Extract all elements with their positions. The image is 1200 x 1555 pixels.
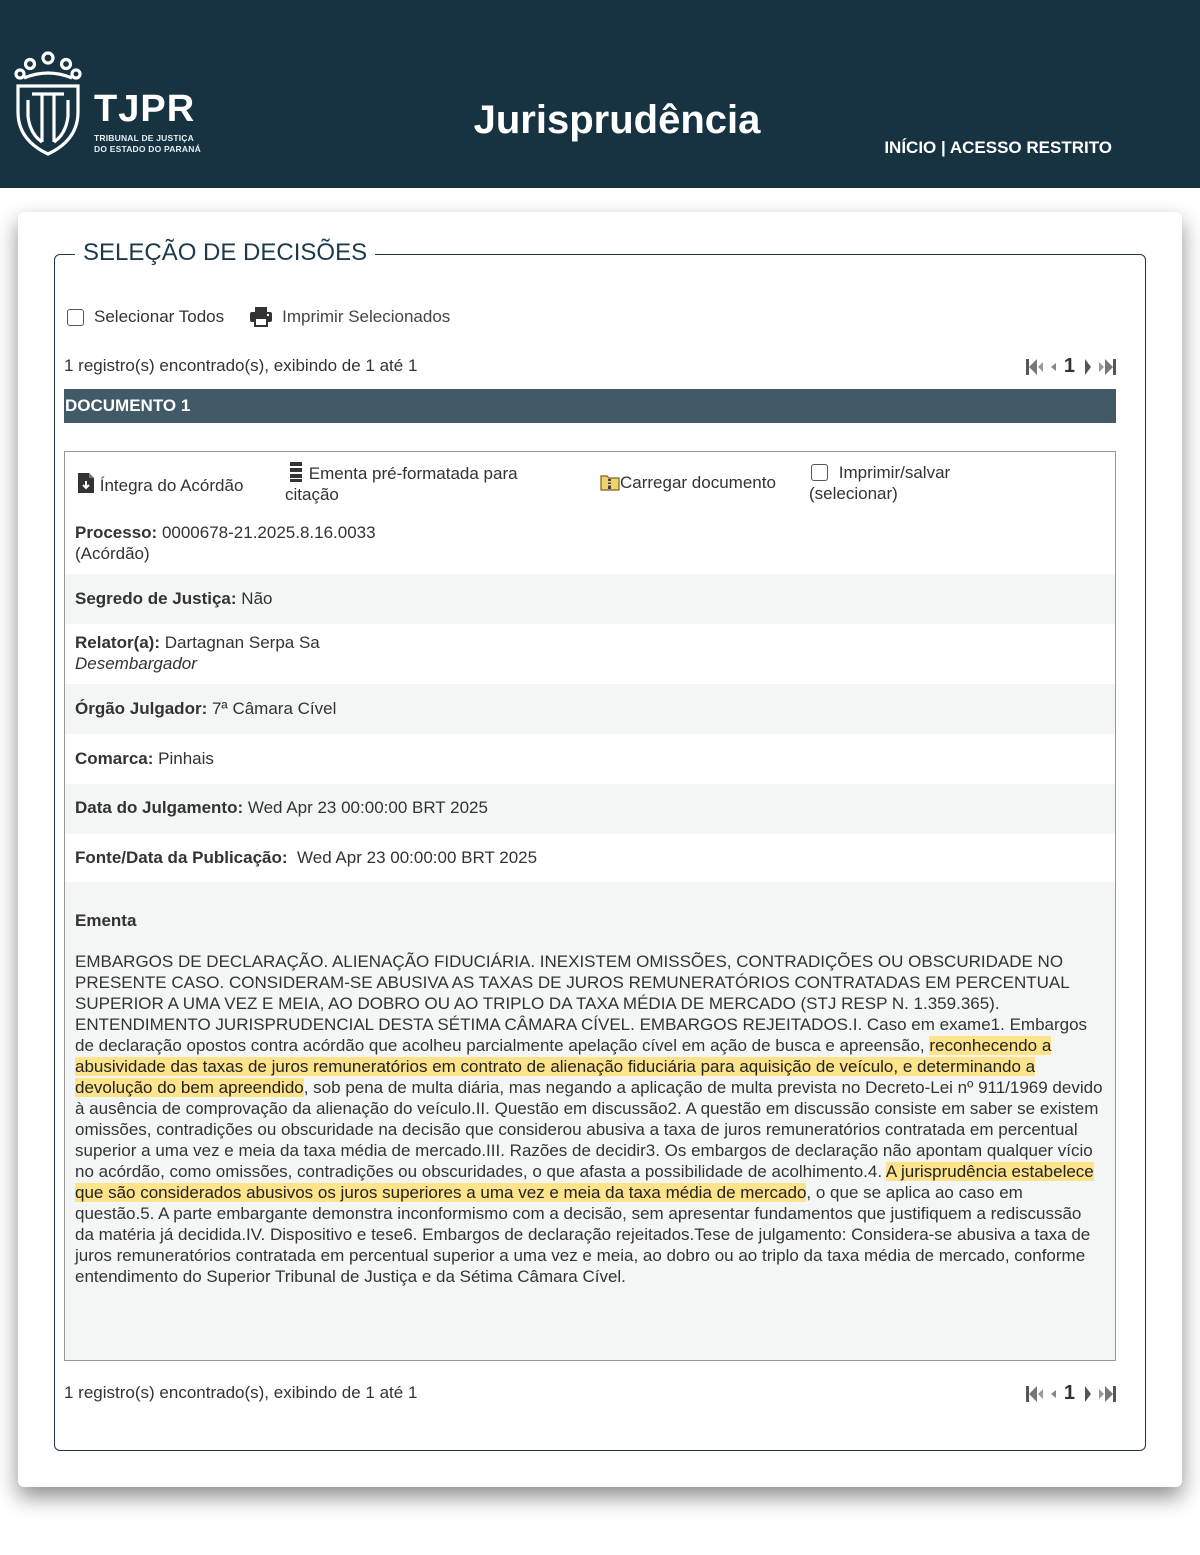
imprimir-salvar-option[interactable]	[809, 462, 950, 504]
select-all-checkbox[interactable]	[67, 309, 84, 326]
orgao-label: Órgão Julgador:	[75, 699, 208, 718]
current-page-number[interactable]: 1	[1063, 355, 1075, 377]
selection-legend: SELEÇÃO DE DECISÕES	[75, 239, 375, 267]
ementa-preformatada-label: Ementa pré-formatada para	[308, 464, 518, 483]
selection-fieldset	[54, 239, 1146, 1451]
header-nav	[884, 138, 1112, 158]
imprimir-salvar-label: Imprimir/salvar	[838, 463, 951, 482]
results-count-top: 1 registro(s) encontrado(s), exibindo de 1 até 1	[64, 356, 418, 375]
first-page-icon[interactable]	[1025, 1384, 1045, 1404]
last-page-icon[interactable]	[1097, 357, 1117, 377]
document-actions	[65, 452, 1115, 512]
relator-label: Relator(a):	[75, 633, 161, 652]
results-count-bottom: 1 registro(s) encontrado(s), exibindo de 1 até 1	[64, 1383, 418, 1402]
pager-bottom	[1025, 1382, 1117, 1405]
segredo-label: Segredo de Justiça:	[75, 589, 237, 608]
site-header	[0, 0, 1200, 188]
ementa-text-part2: , sob pena de multa diária, mas negando a aplicação de multa prevista no Decreto-Lei nº 911/1969 devido à ausência de comprovação da alienação do veículo.II. Questão em discussão2. A questão em discussão consiste em saber se existem omissões, contradições ou obscuridade na decisão que considerou abusiva a taxa de juros remuneratórios contratada em percentual superior a uma vez e meia da taxa média de mercado.III. Razões de decidir3. Os embargos de declaração não apontam qualquer vício no acórdão, como omissões, contradições ou obscuridades, o que afasta a possibilidade de acolhimento.4.	[75, 1078, 1103, 1181]
text-lines-icon	[288, 462, 304, 482]
ementa-heading: Ementa	[75, 911, 137, 930]
first-page-icon[interactable]	[1025, 357, 1045, 377]
print-selected-button[interactable]	[250, 307, 450, 327]
select-all-label[interactable]: Selecionar Todos	[94, 307, 225, 326]
ementa-preformatada-link[interactable]	[285, 462, 575, 505]
fonte-publicacao-label: Fonte/Data da Publicação:	[75, 848, 288, 867]
imprimir-salvar-label-2: (selecionar)	[809, 484, 898, 503]
ementa-preformatada-label-2: citação	[285, 485, 339, 504]
prev-page-icon[interactable]	[1048, 357, 1058, 377]
next-page-icon[interactable]	[1083, 357, 1093, 377]
selection-toolbar	[67, 307, 450, 327]
logo-brand-text: TJPR	[94, 88, 196, 130]
data-julgamento-value: Wed Apr 23 00:00:00 BRT 2025	[247, 798, 488, 817]
integra-acordao-label: Íntegra do Acórdão	[99, 476, 244, 495]
processo-type: (Acórdão)	[75, 544, 150, 563]
printer-icon	[250, 307, 272, 327]
logo-subtitle-line2: DO ESTADO DO PARANÁ	[94, 144, 201, 154]
integra-acordao-link[interactable]	[77, 472, 243, 496]
pdf-document-icon	[77, 472, 95, 494]
field-relator	[65, 624, 1115, 684]
field-segredo	[65, 574, 1115, 624]
ementa-highlight-1: reconhecendo a abusividade das taxas de juros remuneratórios em contrato de alienação fiduciária para aquisição de veículo, e determinando a devolução do bem apreendido	[75, 1036, 1052, 1097]
next-page-icon[interactable]	[1083, 1384, 1093, 1404]
relator-role: Desembargador	[75, 654, 197, 673]
nav-inicio-link[interactable]: INÍCIO	[884, 138, 937, 157]
nav-separator: |	[936, 138, 950, 157]
document-panel	[64, 451, 1116, 1361]
last-page-icon[interactable]	[1097, 1384, 1117, 1404]
nav-acesso-restrito-link[interactable]: ACESSO RESTRITO	[949, 138, 1112, 157]
imprimir-salvar-checkbox[interactable]	[811, 464, 828, 481]
carregar-documento-label: Carregar documento	[620, 473, 776, 492]
ementa-section	[65, 882, 1115, 1360]
field-comarca	[65, 734, 1115, 784]
page-title: Jurisprudência	[473, 98, 761, 142]
ementa-text-part3: , o que se aplica ao caso em questão.5. A parte embargante demonstra inconformismo com a decisão, sem apresentar fundamentos que justifiquem a rediscussão da matéria já decidida.IV. Dispositivo e tese6. Embargos de declaração rejeitados.Tese de julgamento: Considera-se abusiva a taxa de juros remuneratórios contratada em percentual superior a uma vez e meia, ao dobro ou ao triplo da taxa média de mercado, conforme entendimento do Superior Tribunal de Justiça e da Sétima Câmara Cível.	[75, 1183, 1091, 1286]
current-page-number[interactable]: 1	[1063, 1382, 1075, 1404]
orgao-value: 7ª Câmara Cível	[211, 699, 337, 718]
fonte-publicacao-value: Wed Apr 23 00:00:00 BRT 2025	[297, 848, 538, 867]
relator-value: Dartagnan Serpa Sa	[164, 633, 320, 652]
processo-label: Processo:	[75, 523, 158, 542]
ementa-highlight-2: A jurisprudência estabelece que são considerados abusivos os juros superiores a uma vez e meia da taxa média de mercado	[75, 1162, 1094, 1202]
content-card	[18, 212, 1182, 1487]
logo-subtitle-line1: TRIBUNAL DE JUSTIÇA	[94, 133, 194, 143]
print-selected-label: Imprimir Selecionados	[282, 307, 451, 326]
field-fonte-publicacao	[65, 834, 1115, 882]
pager-top	[1025, 355, 1117, 378]
field-processo	[65, 522, 1115, 574]
comarca-label: Comarca:	[75, 749, 154, 768]
prev-page-icon[interactable]	[1048, 1384, 1058, 1404]
ementa-text	[75, 951, 1105, 1287]
folder-zip-icon	[600, 473, 620, 491]
data-julgamento-label: Data do Julgamento:	[75, 798, 244, 817]
comarca-value: Pinhais	[158, 749, 214, 768]
carregar-documento-link[interactable]	[600, 472, 776, 493]
document-header-bar: DOCUMENTO 1	[64, 389, 1116, 423]
field-orgao	[65, 684, 1115, 734]
processo-value: 0000678-21.2025.8.16.0033	[161, 523, 376, 542]
ementa-text-part1: EMBARGOS DE DECLARAÇÃO. ALIENAÇÃO FIDUCIÁRIA. INEXISTEM OMISSÕES, CONTRADIÇÕES OU OBSCURIDADE NO PRESENTE CASO. CONSIDERAM-SE ABUSIVA AS TAXAS DE JUROS REMUNERATÓRIOS CONTRATADAS EM PERCENTUAL SUPERIOR A UMA VEZ E MEIA, AO DOBRO OU AO TRIPLO DA TAXA MÉDIA DE MERCADO (STJ RESP N. 1.359.365). ENTENDIMENTO JURISPRUDENCIAL DESTA SÉTIMA CÂMARA CÍVEL. EMBARGOS REJEITADOS.I. Caso em exame1. Embargos de declaração opostos contra acórdão que acolheu parcialmente apelação cível em ação de busca e apreensão,	[75, 952, 1088, 1055]
field-data-julgamento	[65, 784, 1115, 834]
segredo-value: Não	[241, 589, 273, 608]
